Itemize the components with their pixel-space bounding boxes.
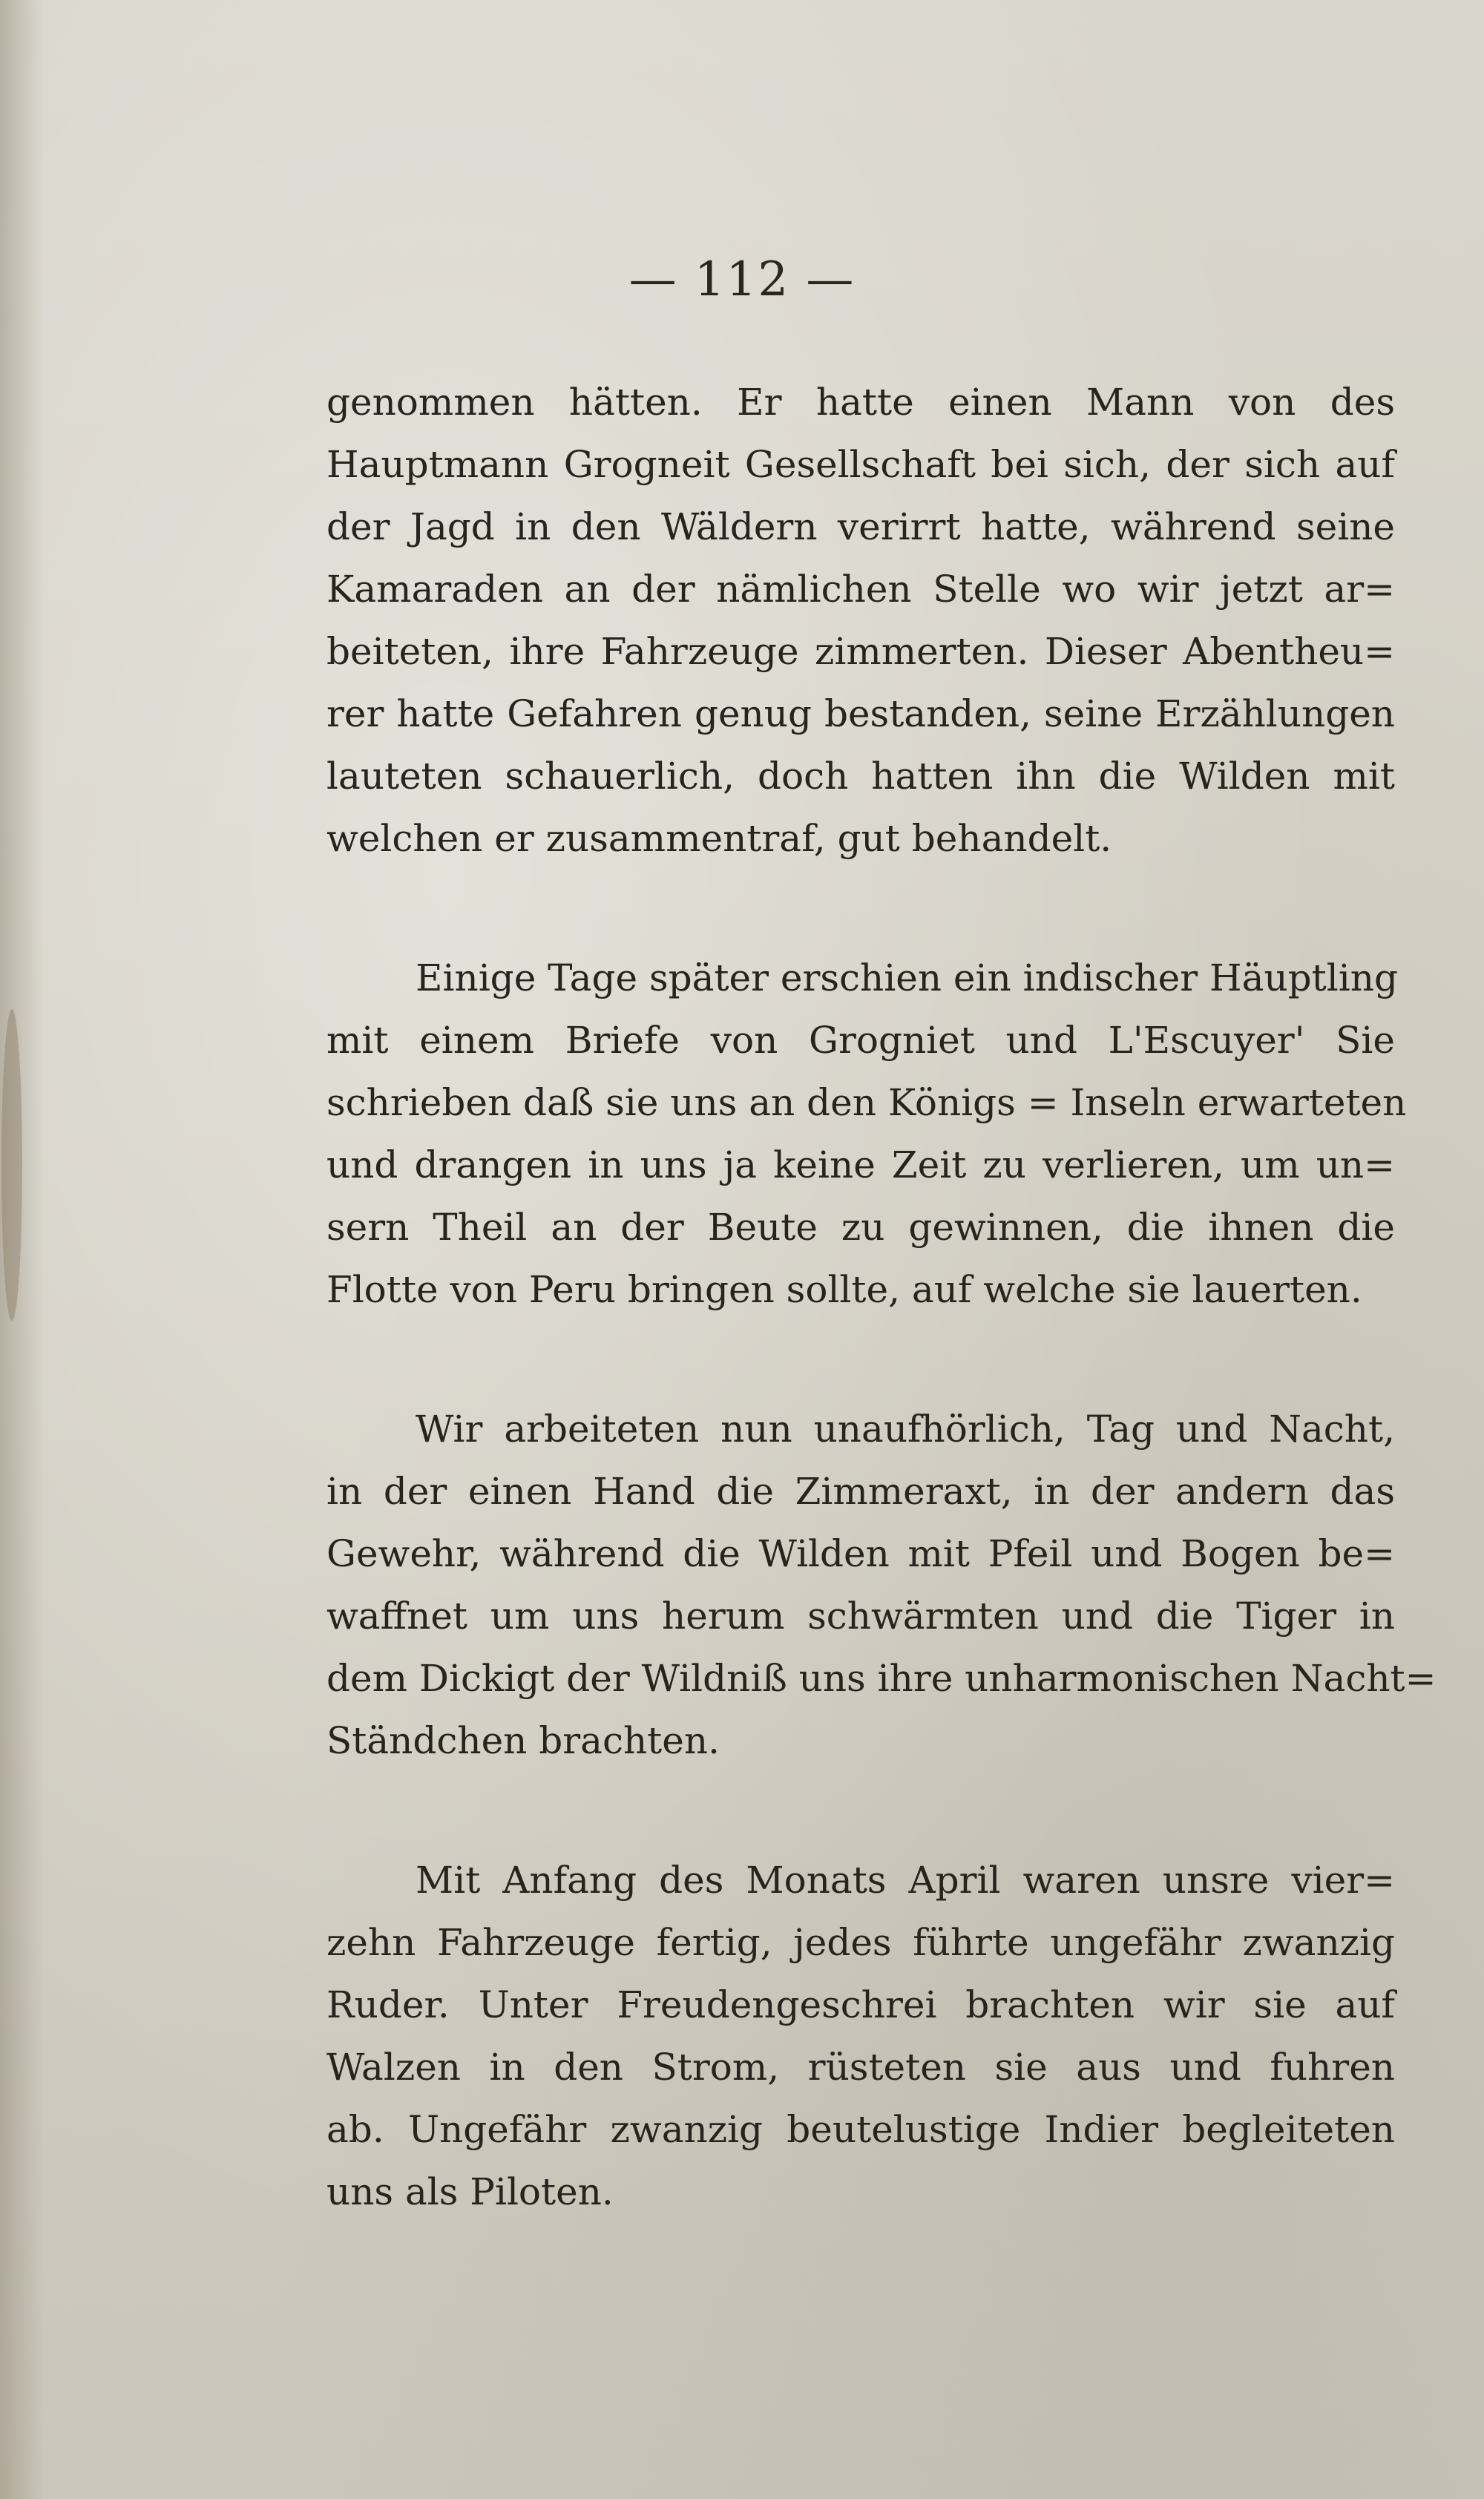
text-line: genommen hätten. Er hatte einen Mann von des [326, 381, 1395, 424]
text-line: Walzen in den Strom, rüsteten sie aus und fuhren [326, 2046, 1395, 2089]
text-line: Ruder. Unter Freudengeschrei brachten wir sie auf [326, 1983, 1395, 2026]
text-line: sern Theil an der Beute zu gewinnen, die ihnen die [326, 1206, 1395, 1249]
text-line: und drangen in uns ja keine Zeit zu verlieren, um un= [326, 1143, 1395, 1186]
text-line: Hauptmann Grogneit Gesellschaft bei sich, der sich auf [326, 443, 1395, 486]
text-line: rer hatte Gefahren genug bestanden, seine Erzählungen [326, 692, 1395, 735]
text-line: Einige Tage später erschien ein indischer Häuptling [416, 956, 1398, 999]
page-number: — 112 — [628, 252, 856, 307]
text-line: mit einem Briefe von Grogniet und L'Escuyer' Sie [326, 1019, 1395, 1062]
text-line: der Jagd in den Wäldern verirrt hatte, während seine [326, 505, 1395, 548]
text-line: lauteten schauerlich, doch hatten ihn die Wilden mit [326, 755, 1395, 798]
text-line: dem Dickigt der Wildniß uns ihre unharmonischen Nacht= [326, 1657, 1437, 1700]
text-line: welchen er zusammentraf, gut behandelt. [326, 817, 1112, 860]
page-stain [1, 1009, 22, 1321]
body-text [326, 371, 1437, 2300]
text-line: zehn Fahrzeuge fertig, jedes führte ungefähr zwanzig [326, 1921, 1395, 1964]
text-line: Flotte von Peru bringen sollte, auf welche sie lauerten. [326, 1268, 1362, 1311]
text-line: beiteten, ihre Fahrzeuge zimmerten. Dieser Abentheu= [326, 630, 1395, 673]
text-line: Ständchen brachten. [326, 1719, 720, 1762]
text-line: schrieben daß sie uns an den Königs = Inseln erwarteten [326, 1081, 1407, 1124]
text-line: waffnet um uns herum schwärmten und die Tiger in [326, 1595, 1395, 1638]
paragraph-1 [326, 371, 1395, 870]
text-line: Gewehr, während die Wilden mit Pfeil und Bogen be= [326, 1532, 1395, 1575]
text-line: Mit Anfang des Monats April waren unsre vier= [416, 1859, 1395, 1902]
text-line: in der einen Hand die Zimmeraxt, in der andern das [326, 1470, 1395, 1513]
text-line: ab. Ungefähr zwanzig beutelustige Indier begleiteten [326, 2108, 1395, 2151]
text-line: Wir arbeiteten nun unaufhörlich, Tag und Nacht, [416, 1408, 1395, 1451]
paragraph-2 [326, 947, 1407, 1321]
paragraph-3 [326, 1398, 1437, 1772]
text-line: uns als Piloten. [326, 2170, 614, 2213]
paragraph-4 [326, 1849, 1395, 2223]
text-line: Kamaraden an der nämlichen Stelle wo wir jetzt ar= [326, 568, 1395, 611]
